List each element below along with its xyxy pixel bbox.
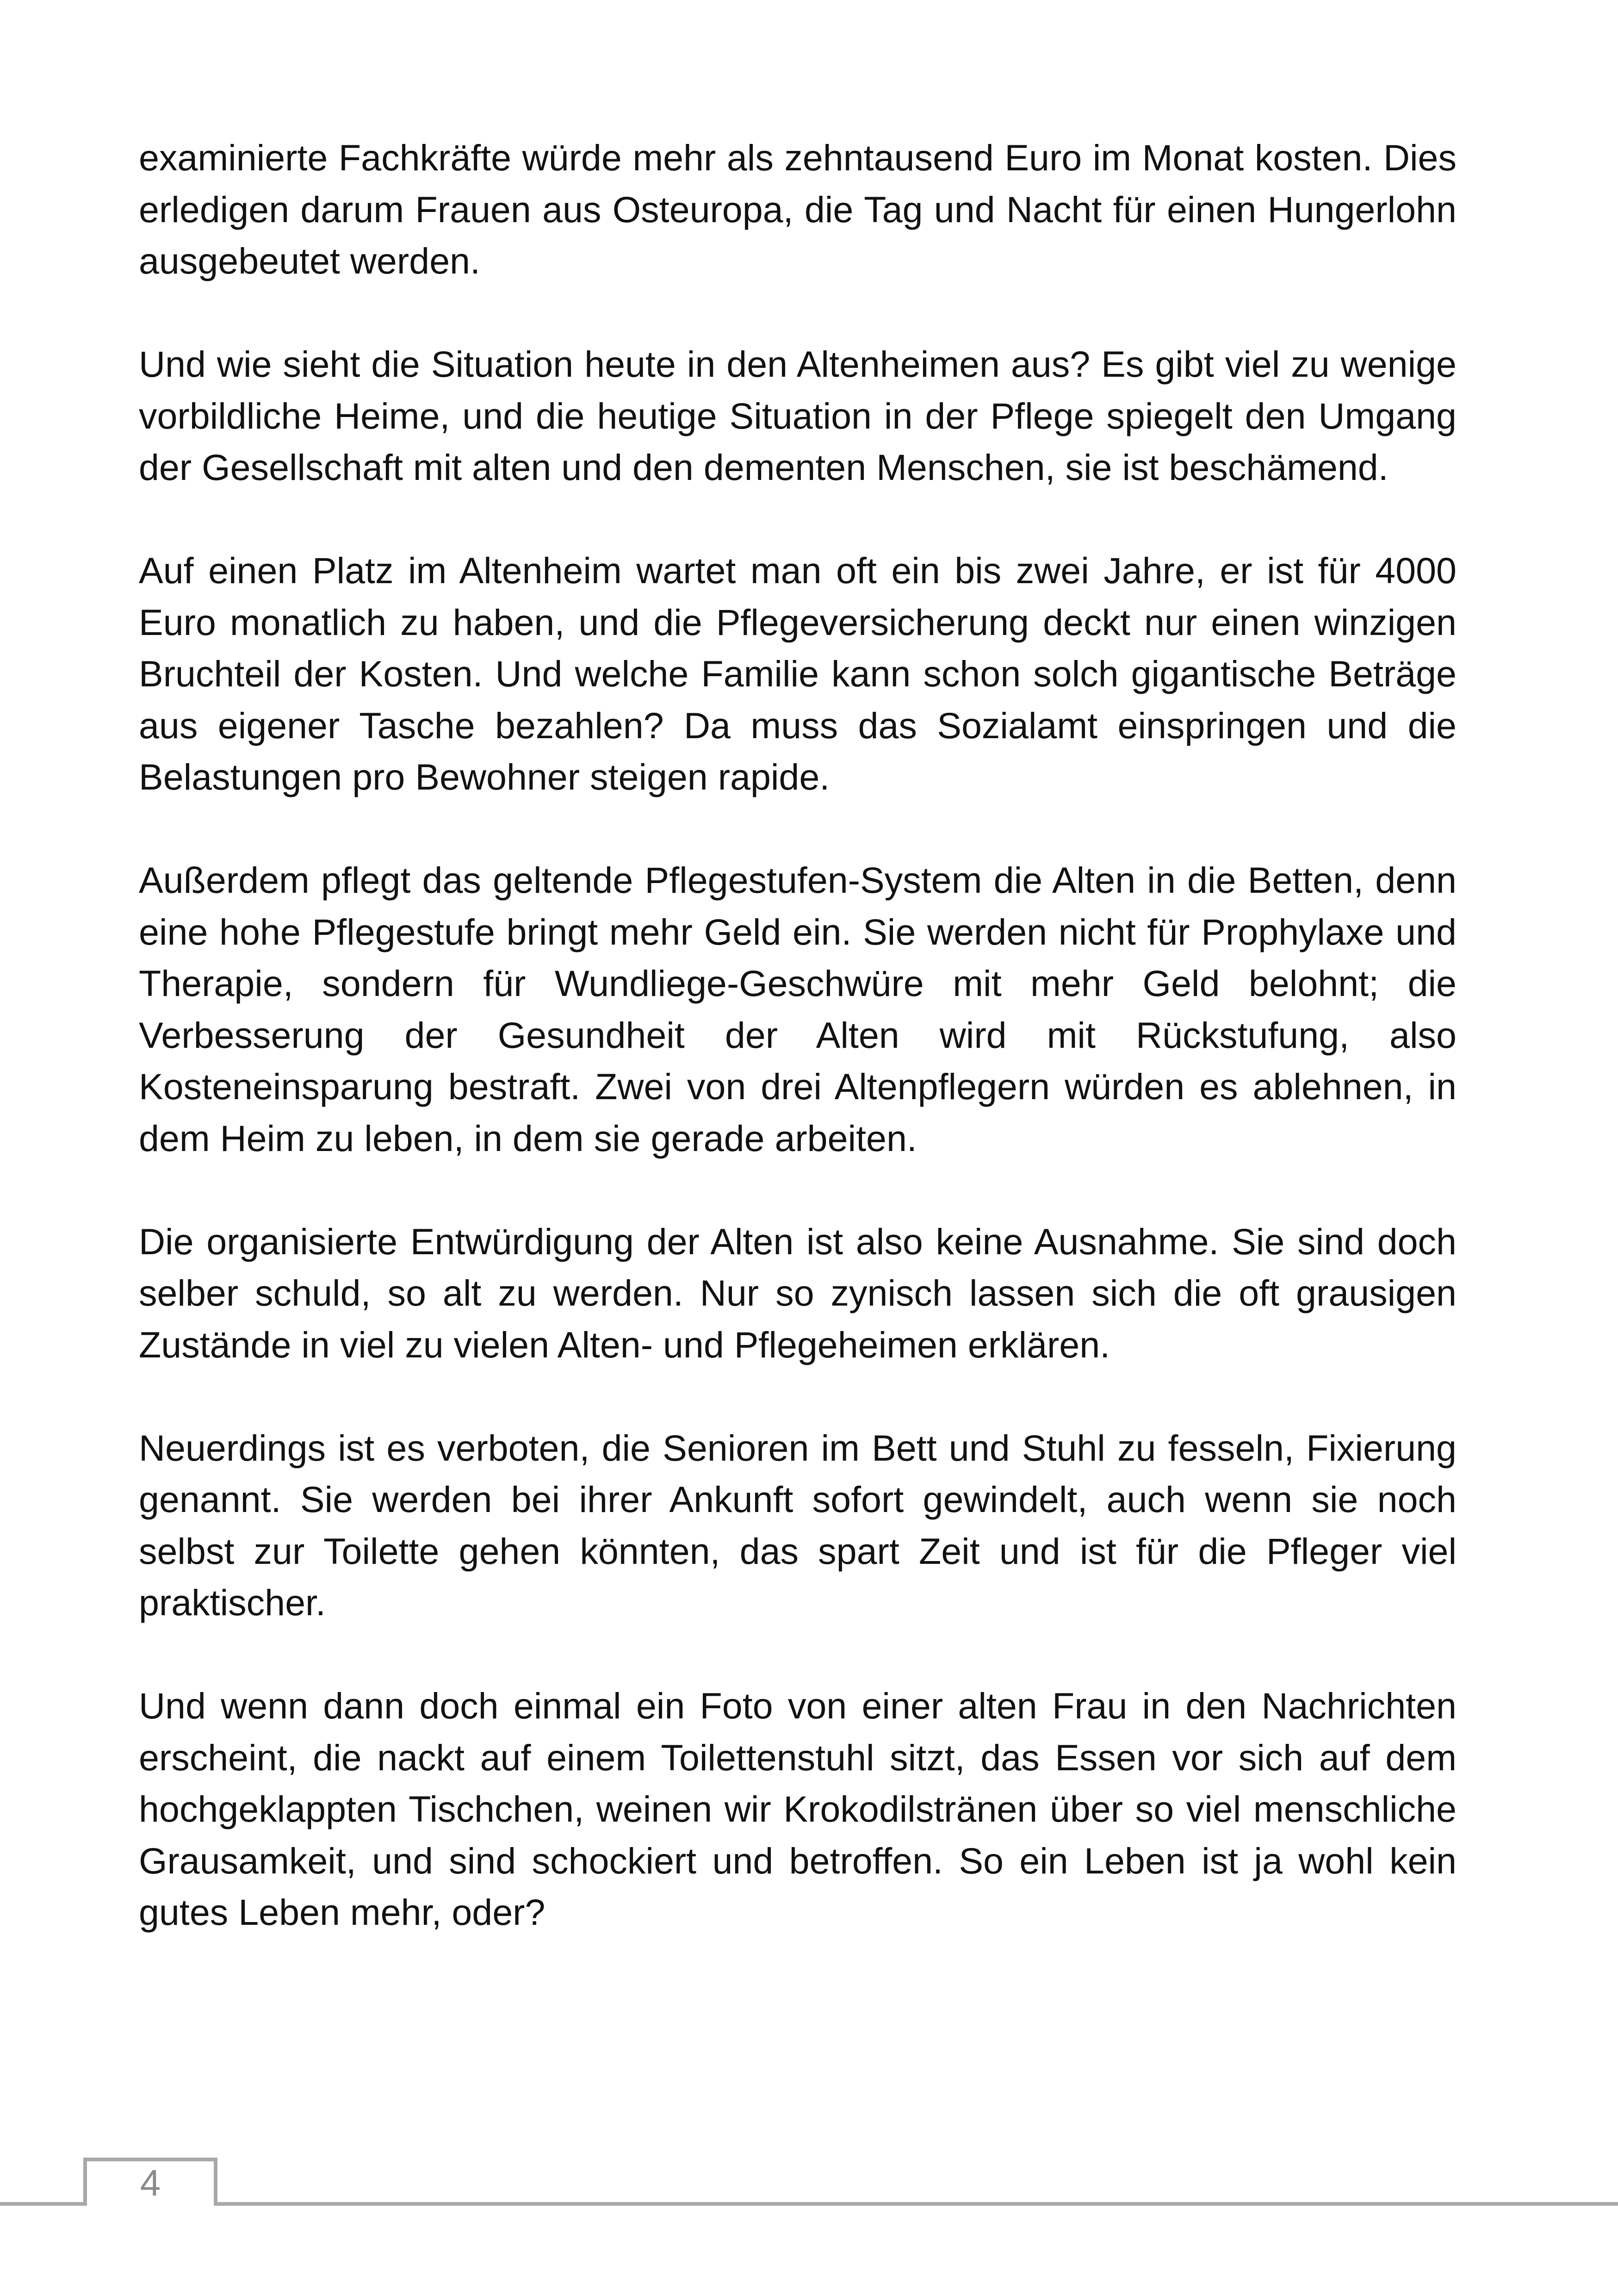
page-number: 4 [140,2162,161,2203]
paragraph-4: Außerdem pflegt das geltende Pflegestufen-System die Alten in die Betten, denn eine hohe Pflegestufe bringt mehr Geld ein. Sie werden nicht für Prophylaxe und Therapie, sondern für Wundliege-Geschwüre mit mehr Geld belohnt; die Verbesserung der Gesundheit der Alten wird mit Rückstufung, also Kosteneinsparung bestraft. Zwei von drei Altenpflegern würden es ablehnen, in dem Heim zu leben, in dem sie gerade arbeiten. [139,859,1457,1159]
paragraph-7: Und wenn dann doch einmal ein Foto von einer alten Frau in den Nachrichten erscheint, die nackt auf einem Toilettenstuhl sitzt, das Essen vor sich auf dem hochgeklappten Tischchen, weinen wir Krokodilstränen über so viel menschliche Grausamkeit, und sind schockiert und betroffen. So ein Leben ist ja wohl kein gutes Leben mehr, oder? [139,1685,1457,1933]
paragraph-5: Die organisierte Entwürdigung der Alten ist also keine Ausnahme. Sie sind doch selber schuld, so alt zu werden. Nur so zynisch lassen sich die oft grausigen Zustände in viel zu vielen Alten- und Pflegeheimen erklären. [139,1220,1457,1365]
paragraph-3: Auf einen Platz im Altenheim wartet man oft ein bis zwei Jahre, er ist für 4000 Euro monatlich zu haben, und die Pflegeversicherung deckt nur einen winzigen Bruchteil der Kosten. Und welche Familie kann schon solch gigantische Beträge aus eigener Tasche bezahlen? Da muss das Sozialamt einspringen und die Belastungen pro Bewohner steigen rapide. [139,550,1457,797]
body-text [139,132,1457,1990]
footer-rule [0,2202,1618,2206]
paragraph-1: examinierte Fachkräfte würde mehr als zehntausend Euro im Monat kosten. Dies erledigen darum Frauen aus Osteuropa, die Tag und Nacht für einen Hungerlohn ausgebeutet werden. [139,137,1457,281]
paragraph-2: Und wie sieht die Situation heute in den Altenheimen aus? Es gibt viel zu wenige vorbildliche Heime, und die heutige Situation in der Pflege spiegelt den Umgang der Gesellschaft mit alten und den dementen Menschen, sie ist beschämend. [139,343,1457,488]
paragraph-6: Neuerdings ist es verboten, die Senioren im Bett und Stuhl zu fesseln, Fixierung genannt. Sie werden bei ihrer Ankunft sofort gewindelt, auch wenn sie noch selbst zur Toilette gehen könnten, das spart Zeit und ist für die Pfleger viel praktischer. [139,1427,1457,1623]
